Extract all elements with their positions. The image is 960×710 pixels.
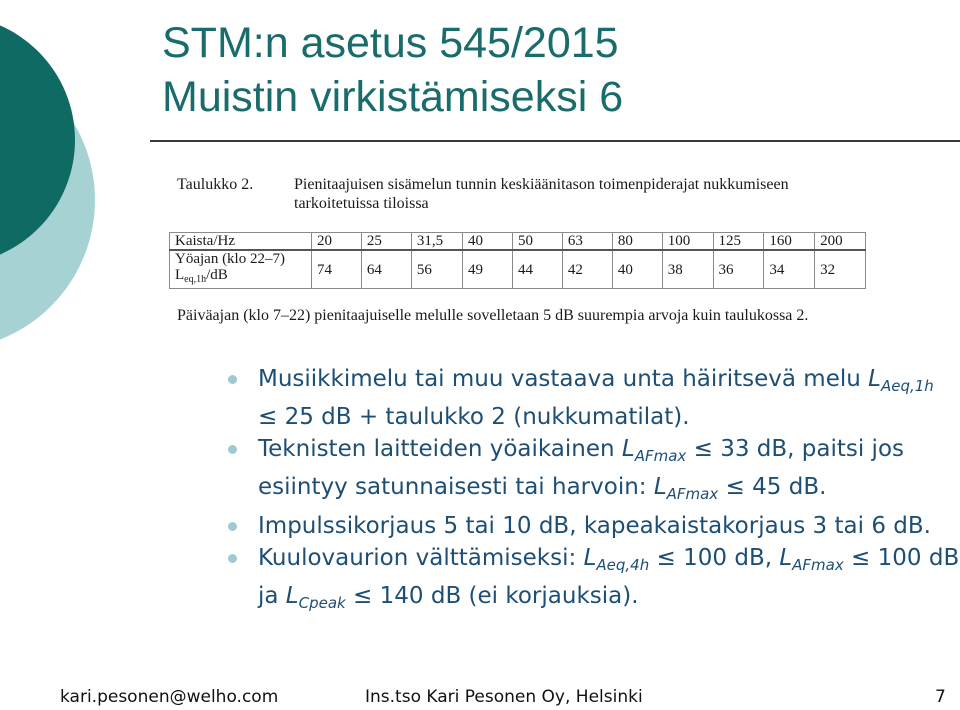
title-line-1: STM:n asetus 545/2015 [162,19,619,67]
bullet-item: Musiikkimelu tai muu vastaava unta häiritsevä melu $L_{Aeq,1h} \le 25$ dB + taulukko 2 (nukkumatilat). [228,364,960,433]
table-cell: 20 [311,233,361,251]
bullet-dot-icon [228,375,237,384]
table-cell: 160 [764,233,815,251]
table-cell: 25 [361,233,411,251]
table-note: Päiväajan (klo 7–22) pienitaajuiselle melulle sovelletaan 5 dB suurempia arvoja kuin taulukossa 2. [177,307,809,324]
page-number: 7 [935,687,946,707]
table-cell: 80 [612,233,662,251]
bullet-dot-icon [228,554,237,563]
table-cell: 49 [463,250,513,289]
table-row-label: Yöajan (klo 22–7) $L_{eq,1h}/dB$ [170,250,312,289]
slide-title [162,16,623,124]
table-cell: 42 [562,250,612,289]
table-cell: 74 [311,250,361,289]
title-line-2: Muistin virkistämiseksi 6 [162,73,624,121]
scanned-table-excerpt [175,175,867,324]
footer-email: kari.pesonen@welho.com [60,687,279,707]
table-caption-text: Pienitaajuisen sisämelun tunnin keskiäänitason toimenpiderajat nukkumiseen tarkoitetuissa tiloissa [294,176,789,212]
footer-company: Ins.tso Kari Pesonen Oy, Helsinki [365,687,643,707]
table-cell: 31,5 [411,233,462,251]
table-cell: 125 [713,233,764,251]
bullet-dot-icon [228,445,237,454]
table-caption-label: Taulukko 2. [177,176,254,193]
bullet-item: Kuulovaurion välttämiseksi: $L_{Aeq,4h} \le 100$ dB, $L_{AFmax} \le 100$ dB ja $L_{Cpeak} \le 140$ dB (ei korjauksia). [228,543,960,619]
table-row-values [170,250,866,289]
table-cell: 34 [764,250,815,289]
table-cell: 56 [411,250,462,289]
table-cell: 44 [512,250,562,289]
table-cell: 40 [612,250,662,289]
table-cell: 63 [562,233,612,251]
table-cell: 100 [662,233,713,251]
title-divider [150,140,960,142]
table-cell: 32 [815,250,866,289]
bullet-item: Teknisten laitteiden yöaikainen $L_{AFmax} \le 33$ dB, paitsi jos esiintyy satunnaisesti tai harvoin: $L_{AFmax} \le 45$ dB. [228,434,960,510]
table-cell: 200 [815,233,866,251]
frequency-limit-table [169,232,866,289]
bullet-dot-icon [228,522,237,531]
table-cell: 38 [662,250,713,289]
table-caption [177,175,867,213]
bullet-item: Impulssikorjaus 5 tai 10 dB, kapeakaistakorjaus 3 tai 6 dB. [228,511,960,542]
table-cell: 36 [713,250,764,289]
table-cell: 40 [463,233,513,251]
table-cell: 64 [361,250,411,289]
bullet-list [228,364,960,620]
table-row-header [170,233,866,251]
table-header-label: Kaista/Hz [170,233,312,251]
table-cell: 50 [512,233,562,251]
